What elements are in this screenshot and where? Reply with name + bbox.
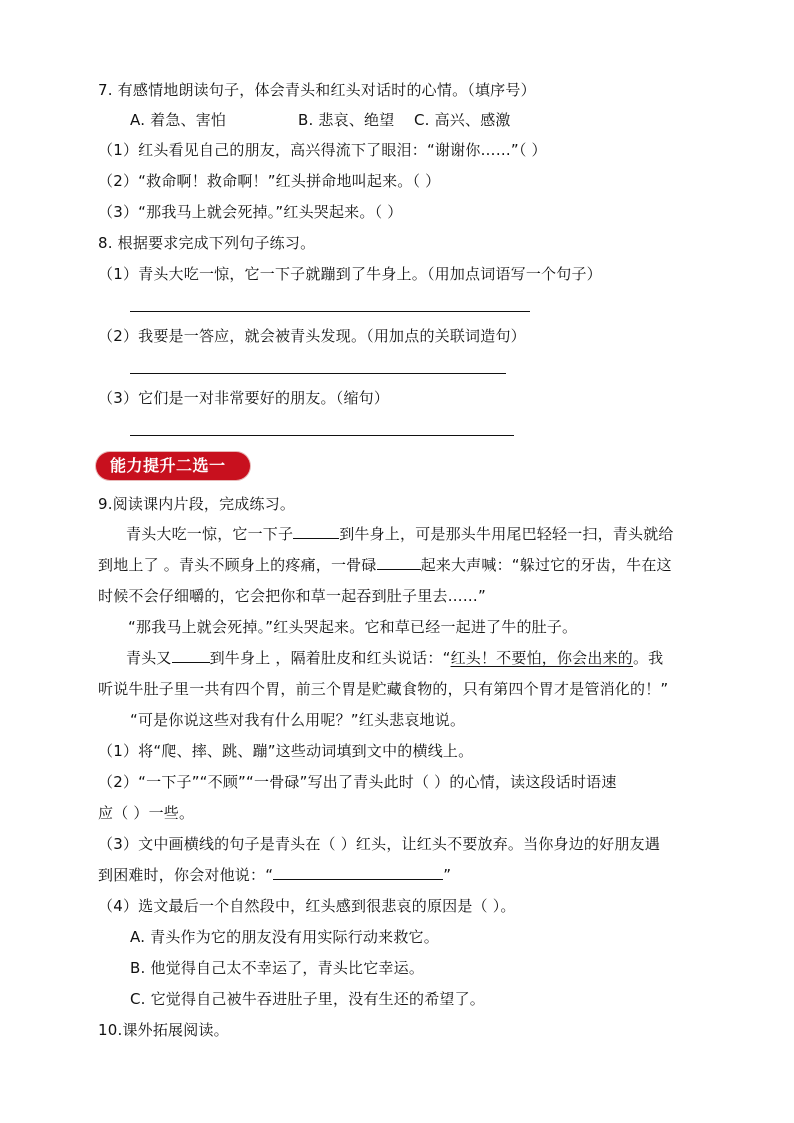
q7-stem: 7. 有感情地朗读句子，体会青头和红头对话时的心情。（填序号） (98, 81, 536, 99)
q8-stem: 8. 根据要求完成下列句子练习。 (98, 234, 316, 252)
q8-answer-line-1[interactable] (130, 311, 530, 312)
q7-sentence-3: （3）“那我马上就会死掉。”红头哭起来。（ ） (98, 203, 403, 221)
section-banner (96, 452, 250, 480)
q9-fill-blank-2[interactable] (377, 555, 421, 570)
q9-passage-line-1 (126, 524, 674, 544)
q9-passage-line-6: 听说牛肚子里一共有四个胃，前三个胃是贮藏食物的，只有第四个胃才是管消化的！” (98, 680, 669, 698)
q9-passage-text: 起来大声喊：“躲过它的牙齿，牛在这 (420, 556, 672, 574)
q9-passage-text: 到牛身上，可是那头牛用尾巴轻轻一扫，青头就给 (339, 525, 674, 543)
section-banner-title: 能力提升二选一 (110, 456, 226, 475)
q9-underlined-sentence: 红头！不要怕，你会出来的 (450, 649, 633, 667)
q9-passage-line-4: “那我马上就会死掉。”红头哭起来。它和草已经一起进了牛的肚子。 (128, 618, 578, 636)
q9-answer-blank[interactable] (273, 865, 443, 880)
q9-sub-question-2-line-2: 应（ ）一些。 (98, 804, 195, 822)
q9-fill-blank-1[interactable] (293, 524, 339, 539)
q7-option-a: A. 着急、害怕 (130, 111, 227, 129)
q7-option-b: B. 悲哀、绝望 (298, 111, 395, 129)
q9-passage-text: 青头又 (126, 649, 172, 667)
q9-sub-question-3-line-1: （3）文中画横线的句子是青头在（ ）红头，让红头不要放弃。当你身边的好朋友遇 (98, 835, 660, 853)
q7-sentence-2: （2）“救命啊！救命啊！”红头拼命地叫起来。（ ） (98, 172, 441, 190)
q9-passage-line-5 (126, 648, 663, 668)
q9-passage-text: 到地上了 。青头不顾身上的疼痛，一骨碌 (98, 556, 377, 574)
q8-answer-line-2[interactable] (130, 373, 506, 374)
q7-option-c: C. 高兴、感激 (414, 111, 511, 129)
q10-stem: 10.课外拓展阅读。 (98, 1021, 229, 1039)
q8-sentence-2: （2）我要是一答应，就会被青头发现。（用加点的关联词造句） (98, 327, 526, 345)
q9-fill-blank-3[interactable] (172, 648, 210, 663)
q9-sub-question-text: ” (443, 866, 452, 884)
q8-answer-line-3[interactable] (130, 435, 514, 436)
q8-sentence-3: （3）它们是一对非常要好的朋友。（缩句） (98, 389, 390, 407)
q9-sub-question-4: （4）选文最后一个自然段中，红头感到很悲哀的原因是（ ）。 (98, 897, 516, 915)
q9-option-a: A. 青头作为它的朋友没有用实际行动来救它。 (130, 928, 439, 946)
q9-option-b: B. 他觉得自己太不幸运了，青头比它幸运。 (130, 959, 425, 977)
q9-sub-question-text: 到困难时，你会对他说：“ (98, 866, 274, 884)
q9-passage-line-2 (98, 555, 672, 575)
q9-passage-line-7: “可是你说这些对我有什么用呢？”红头悲哀地说。 (130, 711, 466, 729)
q9-passage-text: 。我 (632, 649, 664, 667)
q9-option-c: C. 它觉得自己被牛吞进肚子里，没有生还的希望了。 (130, 990, 486, 1008)
q9-sub-question-2-line-1: （2）“一下子”“不顾”“一骨碌”写出了青头此时（ ）的心情，读这段话时语速 (98, 773, 617, 791)
q9-passage-text: 到牛身上 ，隔着肚皮和红头说话：“ (209, 649, 451, 667)
q9-passage-text: 青头大吃一惊，它一下子 (126, 525, 294, 543)
q9-stem: 9.阅读课内片段，完成练习。 (98, 495, 296, 513)
q9-passage-line-3: 时候不会仔细嚼的，它会把你和草一起吞到肚子里去……” (98, 587, 486, 605)
q9-sub-question-3-line-2 (98, 865, 451, 885)
q9-sub-question-1: （1）将“爬、摔、跳、蹦”这些动词填到文中的横线上。 (98, 742, 474, 760)
q7-sentence-1: （1）红头看见自己的朋友，高兴得流下了眼泪：“谢谢你……”（ ） (98, 141, 547, 159)
q8-sentence-1: （1）青头大吃一惊，它一下子就蹦到了牛身上。（用加点词语写一个句子） (98, 265, 602, 283)
